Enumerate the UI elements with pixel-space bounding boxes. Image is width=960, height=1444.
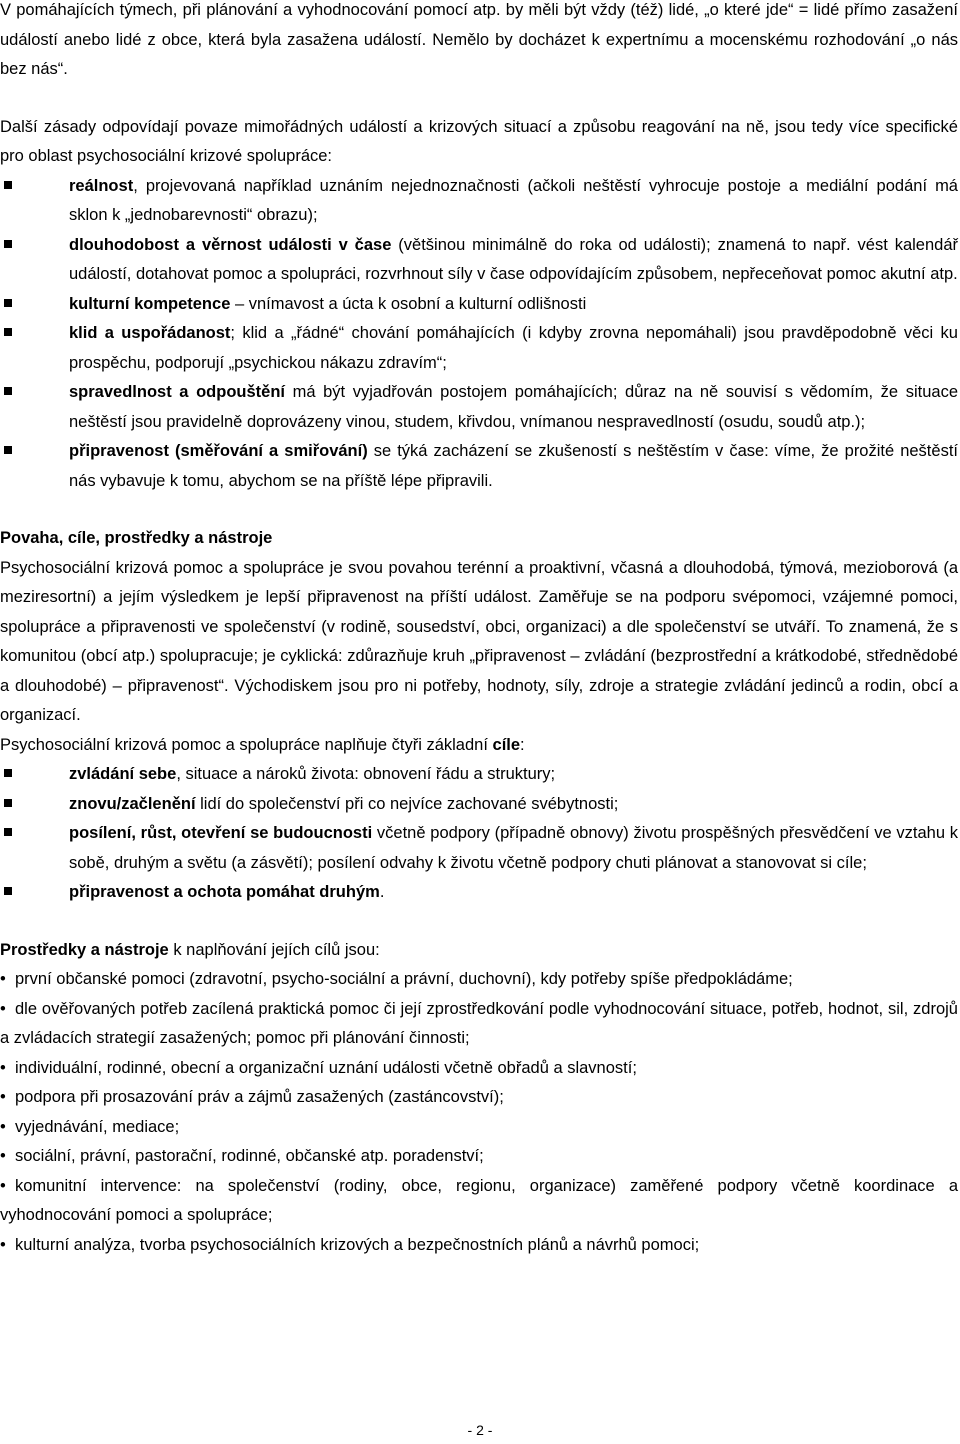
list-item [0, 1231, 958, 1261]
text-run: (většinou minimálně do roka od události); znamená to např. vést kalendář událostí, dotahovat pomoc a spolupráci, rozvrhnout síly v čase odpovídajícím způsobem, nepřeceňovat pomoc akutní atp. [69, 235, 958, 283]
bullet-icon: • [0, 1147, 6, 1165]
bullet-icon: • [0, 1117, 6, 1136]
list-item [0, 1054, 958, 1084]
list-item-text: dle ověřovaných potřeb zacílená praktická pomoc či její zprostředkování podle vyhodnocování situace, potřeb, hodnot, sil, zdrojů a zvládacích strategií zasažených; pomoc při plánování činnosti; [0, 999, 958, 1047]
bullet-icon: • [0, 1058, 6, 1077]
list-item [0, 790, 958, 820]
text-run: se týká zacházení se zkušeností s neštěstím v čase: víme, že prožité neštěstí nás vybavuje k tomu, abychom se na příště lépe připravili. [69, 442, 958, 490]
text-run: . [379, 883, 385, 901]
bullet-icon: • [0, 1235, 6, 1254]
list-item-text: sociální, právní, pastorační, rodinné, občanské atp. poradenství; [15, 1147, 484, 1165]
bold-text: znovu/začlenění [69, 794, 196, 813]
list-item [0, 290, 958, 320]
list-item [0, 319, 958, 378]
bold-text: reálnost [69, 176, 134, 195]
text-run: má být vyjadřován postojem pomáhajících; důraz na ně souvisí s vědomím, že situace neštěstí jsou pravidelně doprovázeny vinou, studem, křivdou, vnímanou nespravedlností (osudu, soudů atp.); [69, 383, 958, 431]
list-item [0, 437, 958, 496]
bullet-icon: • [0, 970, 6, 988]
bold-text: posílení, růst, otevření se budoucnosti [69, 824, 373, 842]
list-item [0, 1142, 958, 1172]
text-run: lidí do společenství při co nejvíce zachované svébytnosti; [195, 794, 619, 813]
text-run: , situace a nároků života: obnovení řádu a struktury; [176, 765, 556, 783]
bold-text: připravenost (směřování a smiřování) [69, 442, 368, 460]
text-run: V pomáhajících týmech, při plánování a vyhodnocování pomocí atp. by měli být vždy (též) lidé, „o které jde“ = lidé přímo zasažení událostí anebo lidé z obce, která byla zasažena událostí. Nemělo by docházet k expertnímu a mocenskému rozhodování „o nás bez nás“. [0, 1, 958, 78]
spacer [0, 85, 960, 113]
bold-text: připravenost a ochota pomáhat druhým [69, 883, 380, 901]
list-item [0, 1172, 958, 1231]
means-list [0, 965, 960, 1260]
text-run: k naplňování jejích cílů jsou: [168, 940, 380, 959]
text-run: ; klid a „řádné“ chování pomáhajících (i kdyby zrovna nepomáhali) jsou pravděpodobně věci ku prospěchu, podporují „psychickou nákazu zdravím“; [69, 324, 958, 372]
list-item-text: vyjednávání, mediace; [15, 1117, 180, 1136]
bold-text: zvládání sebe [69, 765, 177, 783]
list-item [0, 760, 958, 790]
section-heading: Povaha, cíle, prostředky a nástroje [0, 529, 273, 547]
bullet-icon: • [0, 999, 6, 1018]
list-item-text: první občanské pomoci (zdravotní, psycho-sociální a právní, duchovní), kdy potřeby spíše předpokládáme; [15, 970, 793, 988]
list-item [0, 1113, 958, 1143]
bullet-icon: • [0, 1176, 6, 1195]
list-item [0, 172, 958, 231]
principles-intro: Další zásady odpovídají povaze mimořádných událostí a krizových situací a způsobu reagování na ně, jsou tedy více specifické pro oblast psychosociální krizové spolupráce: [0, 117, 958, 165]
bold-text: kulturní kompetence [69, 294, 231, 313]
bullet-icon: • [0, 1088, 6, 1106]
text-run: – vnímavost a úcta k osobní a kulturní odlišnosti [230, 294, 587, 313]
goals-intro [0, 731, 958, 761]
list-item [0, 878, 958, 908]
bold-text: dlouhodobost a věrnost události v čase [69, 235, 392, 254]
list-item-text: podpora při prosazování práv a zájmů zasažených (zastáncovství); [15, 1088, 504, 1106]
list-item [0, 378, 958, 437]
list-item-text: kulturní analýza, tvorba psychosociálních krizových a bezpečnostních plánů a návrhů pomoci; [15, 1235, 700, 1254]
spacer [0, 496, 960, 524]
list-item [0, 995, 958, 1054]
page-number: - 2 - [467, 1422, 493, 1438]
means-intro [0, 936, 958, 966]
bold-text: klid a uspořádanost [69, 324, 231, 342]
nature-paragraph: Psychosociální krizová pomoc a spolupráce je svou povahou terénní a proaktivní, včasná a dlouhodobá, týmová, mezioborová (a meziresortní) a jejím výsledkem je lepší připravenost na příští událost. Zaměřuje se na podporu svépomoci, vzájemné pomoci, spolupráce a připravenosti ve společenství (v rodině, sousedství, obci, organizaci) a dle společenství se utváří. To znamená, že s komunitou (obcí atp.) spolupracuje; je cyklická: zdůrazňuje kruh „připravenost – zvládání (bezprostřední a krátkodobé, střednědobé a dlouhodobé) – připravenost“. Východiskem jsou pro ni potřeby, hodnoty, síly, zdroje a strategie zvládání jedinců a rodin, obcí a organizací. [0, 558, 958, 724]
text-run: včetně podpory (případně obnovy) životu prospěšných přesvědčení ve vztahu k sobě, druhým a světu (a zásvětí); posílení odvahy k životu včetně podpory chuti plánovat a stanovovat si cíle; [69, 824, 958, 872]
goals-list [0, 760, 960, 908]
list-item [0, 1083, 958, 1113]
list-item [0, 819, 958, 878]
spacer [0, 908, 960, 936]
intro-paragraph [0, 0, 958, 85]
bold-text: Prostředky a nástroje [0, 940, 169, 959]
list-item [0, 965, 958, 995]
list-item-text: individuální, rodinné, obecní a organizační uznání události včetně obřadů a slavností; [15, 1058, 637, 1077]
list-item [0, 231, 958, 290]
text-run: , projevovaná například uznáním nejednoznačnosti (ačkoli neštěstí vyhrocuje postoje a mediální podání má sklon k „jednobarevnosti“ obrazu); [69, 176, 958, 224]
bold-text: cíle [492, 735, 521, 754]
bold-text: spravedlnost a odpouštění [69, 383, 285, 401]
text-run: Psychosociální krizová pomoc a spolupráce naplňuje čtyři základní [0, 735, 493, 754]
principles-list [0, 172, 960, 497]
list-item-text: komunitní intervence: na společenství (rodiny, obce, regionu, organizace) zaměřené podpory včetně koordinace a vyhodnocování pomoci a spolupráce; [0, 1176, 958, 1224]
text-run: : [520, 735, 525, 754]
